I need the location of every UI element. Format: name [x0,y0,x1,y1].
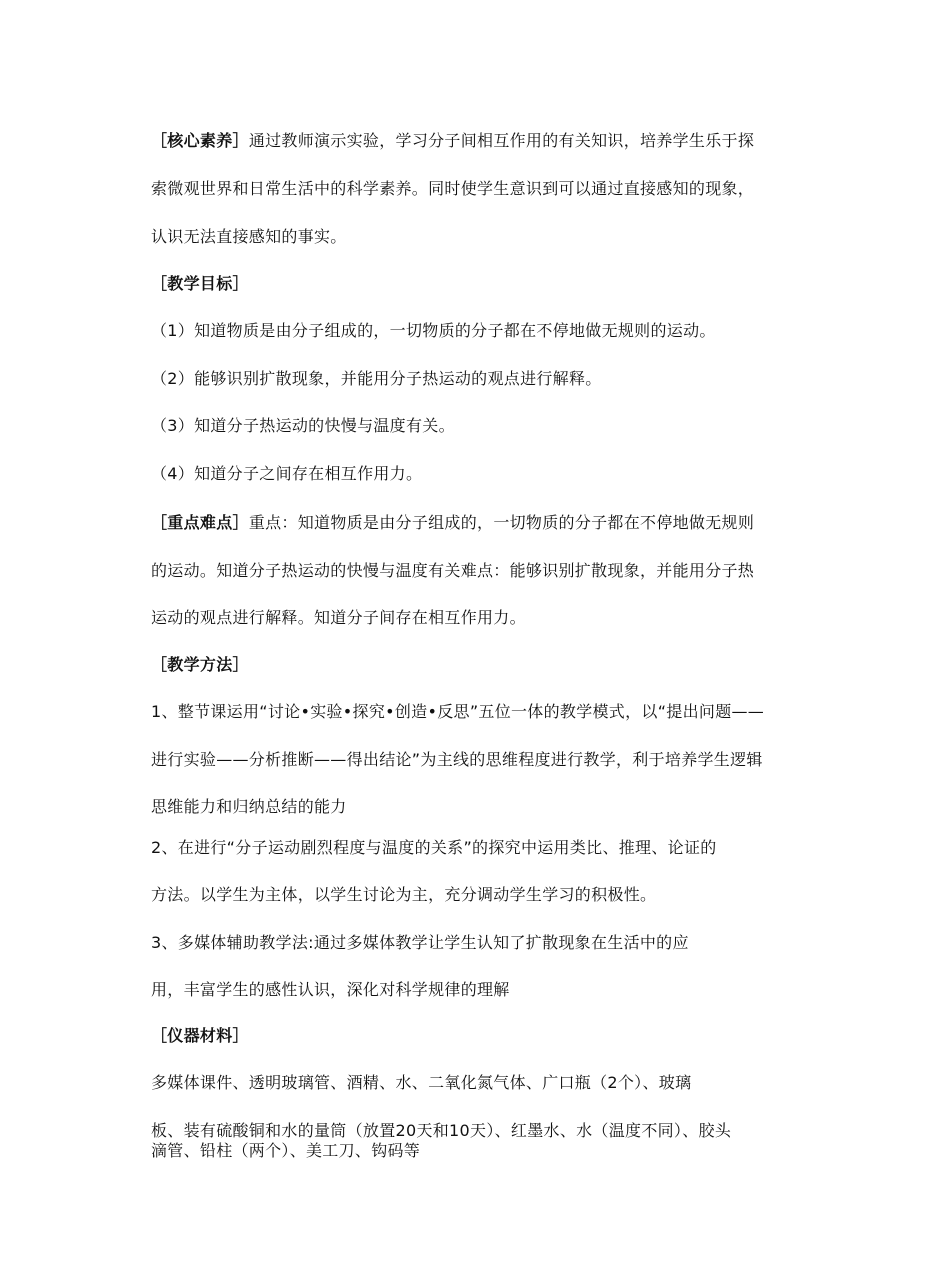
key-points-text: 重点：知道物质是由分子组成的，一切物质的分子都在不停地做无规则 [248,513,755,532]
method-line-5: 方法。以学生为主体，以学生讨论为主，充分调动学生学习的积极性。 [151,885,657,904]
key-points-label: ［重点难点］ [151,513,249,532]
key-points-line-2: 的运动。知道分子热运动的快慢与温度有关难点：能够识别扩散现象，并能用分子热 [151,561,755,580]
method-line-7: 用，丰富学生的感性认识，深化对科学规律的理解 [151,980,510,999]
core-literacy-text: 通过教师演示实验，学习分子间相互作用的有关知识，培养学生乐于探 [248,131,755,150]
method-line-3: 思维能力和归纳总结的能力 [151,797,347,816]
core-literacy-line-1 [151,130,754,152]
goal-item-1: （1）知道物质是由分子组成的，一切物质的分子都在不停地做无规则的运动。 [151,321,716,340]
materials-heading: ［仪器材料］ [151,1026,249,1045]
goal-item-2: （2）能够识别扩散现象，并能用分子热运动的观点进行解释。 [151,369,602,388]
core-literacy-line-2: 索微观世界和日常生活中的科学素养。同时使学生意识到可以通过直接感知的现象， [151,179,755,198]
goal-item-3: （3）知道分子热运动的快慢与温度有关。 [151,416,455,435]
core-literacy-line-3: 认识无法直接感知的事实。 [151,227,347,246]
teaching-methods-heading: ［教学方法］ [151,655,249,674]
method-line-4: 2、在进行“分子运动剧烈程度与温度的关系”的探究中运用类比、推理、论证的 [151,838,717,857]
materials-line-2: 板、装有硫酸铜和水的量筒（放置20天和10天）、红墨水、水（温度不同）、胶头 [151,1121,732,1140]
key-points-line-1 [151,512,754,534]
materials-line-1: 多媒体课件、透明玻璃管、酒精、水、二氧化氮气体、广口瓶（2个）、玻璃 [151,1073,692,1092]
key-points-line-3: 运动的观点进行解释。知道分子间存在相互作用力。 [151,608,526,627]
goal-item-4: （4）知道分子之间存在相互作用力。 [151,464,423,483]
method-line-6: 3、多媒体辅助教学法:通过多媒体教学让学生认知了扩散现象在生活中的应 [151,933,689,952]
teaching-goals-heading: ［教学目标］ [151,274,249,293]
method-line-2: 进行实验——分析推断——得出结论”为主线的思维程度进行教学，利于培养学生逻辑 [151,750,763,769]
materials-line-3: 滴管、铅柱（两个）、美工刀、钩码等 [151,1141,421,1160]
method-line-1: 1、整节课运用“讨论•实验•探究•创造•反思”五位一体的教学模式，以“提出问题—— [151,702,765,721]
core-literacy-label: ［核心素养］ [151,131,249,150]
